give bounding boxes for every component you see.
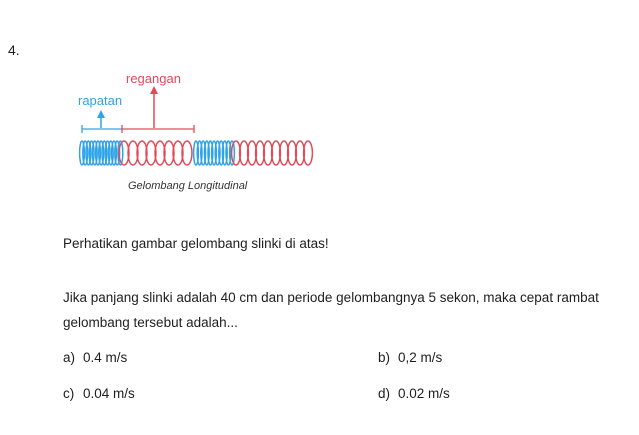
option-text: 0.04 m/s: [83, 386, 135, 401]
option-text: 0.4 m/s: [83, 350, 128, 365]
question-number: 4.: [8, 42, 20, 58]
strain-label: regangan: [126, 71, 181, 86]
option-a[interactable]: [63, 350, 127, 365]
option-b[interactable]: [378, 350, 442, 365]
slinky-diagram: [70, 68, 330, 198]
slinky-coils: [80, 141, 313, 165]
question-prompt: Jika panjang slinki adalah 40 cm dan periode gelombangnya 5 sekon, maka cepat rambat gelombang tersebut adalah...: [63, 290, 599, 330]
option-d[interactable]: [378, 386, 450, 401]
longitudinal-wave-figure: [70, 68, 330, 198]
compression-label: rapatan: [78, 93, 123, 108]
option-letter: a): [63, 350, 76, 365]
option-letter: c): [63, 386, 75, 401]
option-letter: d): [378, 386, 391, 401]
figure-caption: Gelombang Longitudinal: [128, 180, 248, 192]
compression-arrow-head: [97, 110, 105, 118]
strain-arrow-head: [150, 86, 158, 94]
option-text: 0.02 m/s: [398, 386, 450, 401]
instruction-text: Perhatikan gambar gelombang slinki di atas!: [63, 236, 329, 251]
option-c[interactable]: [63, 386, 135, 401]
option-letter: b): [378, 350, 391, 365]
option-text: 0,2 m/s: [398, 350, 443, 365]
